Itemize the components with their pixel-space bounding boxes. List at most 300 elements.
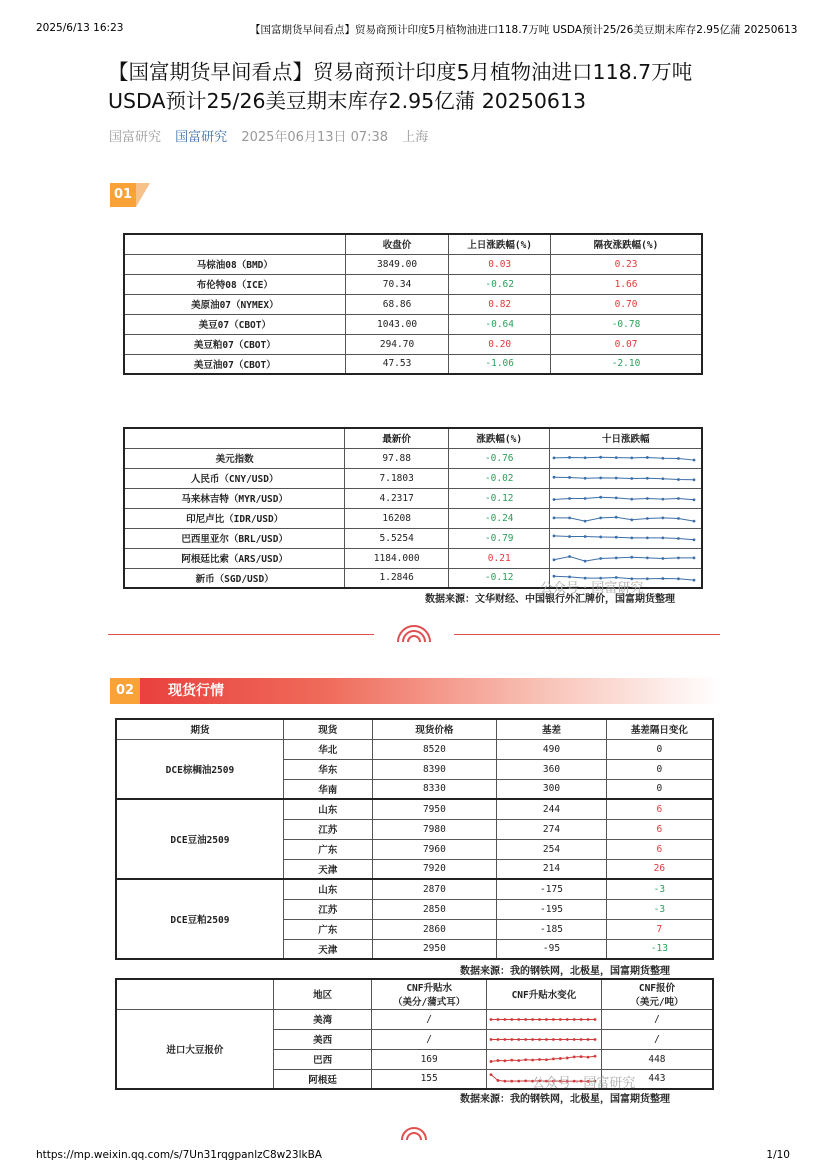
fx-sparkline-point — [693, 579, 696, 582]
spot-basis-change: -3 — [606, 899, 713, 919]
import-sparkline-point — [490, 1038, 493, 1041]
import-header-blank — [116, 979, 273, 1009]
import-sparkline-cell — [486, 1049, 601, 1069]
import-region: 巴西 — [273, 1049, 372, 1069]
spot-header-price: 现货价格 — [372, 719, 497, 739]
import-sparkline — [487, 1051, 599, 1068]
fx-row — [124, 548, 702, 568]
print-page-number: 1/10 — [766, 1149, 790, 1161]
spot-basis: 244 — [497, 799, 607, 819]
import-sparkline-point — [559, 1057, 562, 1060]
section-divider — [108, 634, 720, 658]
spot-region: 江苏 — [283, 899, 372, 919]
futures-name: 美豆07（CBOT） — [124, 314, 345, 334]
spot-row — [116, 799, 713, 819]
fx-sparkline-line — [554, 517, 694, 521]
fx-sparkline-point — [693, 478, 696, 481]
fx-price: 1184.000 — [345, 548, 449, 568]
fx-sparkline-point — [600, 557, 603, 560]
fx-sparkline-point — [569, 476, 572, 479]
futures-name: 马棕油08（BMD） — [124, 254, 345, 274]
spot-header-change: 基差隔日变化 — [606, 719, 713, 739]
import-sparkline-point — [594, 1054, 597, 1057]
spot-region: 广东 — [283, 839, 372, 859]
futures-header-close: 收盘价 — [345, 234, 449, 254]
futures-prev-change: -0.64 — [449, 314, 551, 334]
spot-region: 天津 — [283, 939, 372, 959]
fx-sparkline-point — [693, 519, 696, 522]
futures-name: 布伦特08（ICE） — [124, 274, 345, 294]
fx-name: 阿根廷比索（ARS/USD） — [124, 548, 345, 568]
import-price: 448 — [601, 1049, 713, 1069]
spot-region: 华北 — [283, 739, 372, 759]
futures-night-change: 0.70 — [551, 294, 702, 314]
import-sparkline-point — [531, 1038, 534, 1041]
print-url[interactable]: https://mp.weixin.qq.com/s/7Un31rqgpanlzC8w23lkBA — [36, 1149, 322, 1161]
fx-sparkline-point — [615, 476, 618, 479]
fx-header-name — [124, 428, 345, 448]
fx-sparkline-point — [646, 497, 649, 500]
fx-change: -0.24 — [448, 508, 550, 528]
futures-night-change: 0.23 — [551, 254, 702, 274]
import-sparkline-point — [545, 1058, 548, 1061]
futures-close: 68.86 — [345, 294, 449, 314]
spot-basis-change: -13 — [606, 939, 713, 959]
import-sparkline-point — [517, 1080, 520, 1083]
fx-sparkline-line — [554, 535, 694, 539]
meta-source: 国富研究 — [109, 130, 162, 145]
spot-header-basis: 基差 — [497, 719, 607, 739]
import-sparkline-cell — [486, 1009, 601, 1029]
print-datetime: 2025/6/13 16:23 — [36, 22, 124, 34]
fx-sparkline-point — [693, 556, 696, 559]
fx-sparkline-point — [646, 456, 649, 459]
fx-sparkline-point — [662, 516, 665, 519]
fx-sparkline-point — [584, 497, 587, 500]
spot-region: 华东 — [283, 759, 372, 779]
spot-basis-change: 0 — [606, 759, 713, 779]
divider-line-right — [454, 634, 720, 635]
fx-sparkline-point — [631, 518, 634, 521]
import-sparkline-point — [580, 1055, 583, 1058]
fx-change: 0.21 — [448, 548, 550, 568]
fx-sparkline-point — [678, 537, 681, 540]
import-sparkline-point — [490, 1073, 493, 1076]
import-sparkline-point — [538, 1038, 541, 1041]
import-sparkline-point — [503, 1038, 506, 1041]
fx-sparkline-point — [678, 478, 681, 481]
futures-prev-change: 0.82 — [449, 294, 551, 314]
section-2-number: 02 — [110, 678, 140, 704]
futures-header-night: 隔夜涨跌幅(%) — [551, 234, 702, 254]
cloud-ornament-bottom-icon — [400, 1120, 428, 1140]
futures-row — [124, 274, 702, 294]
article-title — [108, 58, 728, 116]
fx-sparkline-point — [662, 536, 665, 539]
spot-price: 7920 — [372, 859, 497, 879]
import-sparkline-point — [580, 1018, 583, 1021]
meta-date: 2025年06月13日 07:38 — [241, 130, 389, 145]
import-sparkline-point — [517, 1038, 520, 1041]
fx-price: 97.88 — [345, 448, 449, 468]
import-sparkline-point — [559, 1038, 562, 1041]
futures-close: 47.53 — [345, 354, 449, 374]
futures-night-change: -2.10 — [551, 354, 702, 374]
fx-sparkline — [550, 530, 698, 547]
fx-sparkline-point — [662, 497, 665, 500]
spot-price: 8330 — [372, 779, 497, 799]
futures-header-prev: 上日涨跌幅(%) — [449, 234, 551, 254]
spot-price: 7960 — [372, 839, 497, 859]
import-price: / — [601, 1009, 713, 1029]
spot-future-name: DCE豆油2509 — [116, 799, 283, 879]
spot-basis: -195 — [497, 899, 607, 919]
fx-sparkline-point — [631, 497, 634, 500]
import-sparkline-point — [510, 1058, 513, 1061]
fx-sparkline-point — [646, 578, 649, 581]
import-region: 阿根廷 — [273, 1069, 372, 1089]
fx-sparkline-point — [678, 556, 681, 559]
print-title: 【国富期货早间看点】贸易商预计印度5月植物油进口118.7万吨 USDA预计25/26美豆期末库存2.95亿蒲 20250613 — [250, 24, 798, 36]
fx-sparkline-point — [569, 535, 572, 538]
fx-sparkline-point — [615, 515, 618, 518]
futures-name: 美豆粕07（CBOT） — [124, 334, 345, 354]
spot-region: 华南 — [283, 779, 372, 799]
spot-basis: -185 — [497, 919, 607, 939]
futures-row — [124, 254, 702, 274]
futures-close: 70.34 — [345, 274, 449, 294]
fx-sparkline-point — [662, 557, 665, 560]
spot-price: 7950 — [372, 799, 497, 819]
fx-sparkline-point — [600, 495, 603, 498]
divider-line-left — [108, 634, 374, 635]
fx-sparkline — [550, 490, 698, 507]
fx-sparkline-point — [662, 577, 665, 580]
import-sparkline-point — [545, 1038, 548, 1041]
spot-header-region: 现货 — [283, 719, 372, 739]
import-sparkline-point — [559, 1018, 562, 1021]
fx-sparkline-point — [553, 558, 556, 561]
import-header-cnf-line2: （美分/蒲式耳） — [393, 997, 466, 1009]
fx-sparkline-point — [662, 456, 665, 459]
fx-row — [124, 448, 702, 468]
fx-price: 7.1803 — [345, 468, 449, 488]
fx-sparkline-point — [584, 519, 587, 522]
import-cnf: / — [372, 1009, 487, 1029]
fx-sparkline-point — [631, 555, 634, 558]
fx-change: -0.12 — [448, 488, 550, 508]
fx-sparkline-point — [615, 556, 618, 559]
import-sparkline-point — [524, 1058, 527, 1061]
import-sparkline-point — [510, 1018, 513, 1021]
import-sparkline-point — [503, 1059, 506, 1062]
import-sparkline-point — [531, 1058, 534, 1061]
import-sparkline-point — [573, 1038, 576, 1041]
fx-sparkline-point — [631, 477, 634, 480]
fx-sparkline-point — [584, 535, 587, 538]
fx-source-note: 数据来源：文华财经、中国银行外汇牌价，国富期货整理 — [425, 594, 675, 605]
import-region: 美西 — [273, 1029, 372, 1049]
spot-row — [116, 739, 713, 759]
spot-region: 山东 — [283, 879, 372, 899]
futures-prev-change: 0.03 — [449, 254, 551, 274]
fx-row — [124, 468, 702, 488]
fx-change: -0.02 — [448, 468, 550, 488]
import-header-cnf — [372, 979, 487, 1009]
import-sparkline-point — [587, 1055, 590, 1058]
spot-price: 2950 — [372, 939, 497, 959]
fx-sparkline — [550, 510, 698, 527]
import-sparkline-point — [496, 1079, 499, 1082]
fx-sparkline-point — [600, 455, 603, 458]
import-sparkline-point — [524, 1038, 527, 1041]
import-header-row — [116, 979, 713, 1009]
import-sparkline-point — [566, 1056, 569, 1059]
fx-name: 巴西里亚尔（BRL/USD） — [124, 528, 345, 548]
spot-region: 江苏 — [283, 819, 372, 839]
spot-price: 2870 — [372, 879, 497, 899]
fx-sparkline — [550, 550, 698, 567]
import-sparkline-point — [538, 1018, 541, 1021]
import-price: 443 — [601, 1069, 713, 1089]
import-sparkline-point — [510, 1080, 513, 1083]
fx-sparkline-point — [615, 496, 618, 499]
spot-basis-change: 0 — [606, 739, 713, 759]
import-header-region: 地区 — [273, 979, 372, 1009]
futures-close: 3849.00 — [345, 254, 449, 274]
fx-sparkline-point — [662, 477, 665, 480]
spot-future-name: DCE豆粕2509 — [116, 879, 283, 959]
import-header-cnf-line1: CNF升贴水 — [406, 983, 452, 995]
spot-source-note: 数据来源：我的钢铁网，北极星，国富期货整理 — [460, 966, 670, 977]
import-sparkline-point — [566, 1018, 569, 1021]
spot-price: 7980 — [372, 819, 497, 839]
spot-price: 8390 — [372, 759, 497, 779]
import-header-price — [601, 979, 713, 1009]
fx-table — [123, 427, 703, 589]
meta-location: 上海 — [402, 130, 429, 145]
import-header-price-line1: CNF报价 — [638, 983, 676, 995]
section-1-tail — [136, 183, 150, 207]
import-sparkline-point — [517, 1059, 520, 1062]
import-sparkline-point — [573, 1018, 576, 1021]
spot-region: 山东 — [283, 799, 372, 819]
import-sparkline-point — [552, 1057, 555, 1060]
spot-price: 2850 — [372, 899, 497, 919]
spot-region: 天津 — [283, 859, 372, 879]
import-source-note: 数据来源：我的钢铁网，北极星，国富期货整理 — [460, 1094, 670, 1105]
import-region: 美湾 — [273, 1009, 372, 1029]
fx-sparkline-point — [569, 497, 572, 500]
import-sparkline-point — [594, 1038, 597, 1041]
futures-prev-change: 0.20 — [449, 334, 551, 354]
import-sparkline-point — [545, 1018, 548, 1021]
fx-sparkline — [550, 450, 698, 467]
spot-region: 广东 — [283, 919, 372, 939]
fx-sparkline-point — [693, 538, 696, 541]
fx-sparkline-point — [615, 535, 618, 538]
watermark-2: 公众号 · 国富研究 — [532, 1076, 636, 1091]
futures-close: 294.70 — [345, 334, 449, 354]
import-sparkline-point — [594, 1018, 597, 1021]
fx-sparkline-point — [600, 476, 603, 479]
futures-night-change: -0.78 — [551, 314, 702, 334]
import-sparkline-point — [496, 1059, 499, 1062]
import-sparkline-point — [510, 1038, 513, 1041]
section-2-title: 现货行情 — [168, 683, 224, 699]
import-sparkline-point — [503, 1018, 506, 1021]
futures-close: 1043.00 — [345, 314, 449, 334]
spot-basis-change: 7 — [606, 919, 713, 939]
fx-row — [124, 528, 702, 548]
import-sparkline-point — [552, 1038, 555, 1041]
import-sparkline-point — [531, 1018, 534, 1021]
fx-sparkline-point — [678, 517, 681, 520]
fx-change: -0.12 — [448, 568, 550, 588]
cloud-ornament-icon — [396, 620, 432, 644]
section-2-header — [110, 678, 720, 704]
fx-price: 4.2317 — [345, 488, 449, 508]
fx-header-price: 最新价 — [345, 428, 449, 448]
fx-header-chg: 涨跌幅(%) — [448, 428, 550, 448]
fx-row — [124, 508, 702, 528]
fx-sparkline-point — [678, 457, 681, 460]
fx-sparkline-point — [678, 497, 681, 500]
fx-sparkline-point — [615, 456, 618, 459]
import-sparkline-point — [573, 1055, 576, 1058]
spot-table — [115, 718, 714, 960]
fx-sparkline-point — [553, 475, 556, 478]
fx-sparkline-point — [678, 578, 681, 581]
import-sparkline-cell — [486, 1029, 601, 1049]
import-cnf: / — [372, 1029, 487, 1049]
fx-sparkline-point — [693, 498, 696, 501]
fx-price: 16208 — [345, 508, 449, 528]
import-row — [116, 1009, 713, 1029]
fx-sparkline-point — [569, 456, 572, 459]
futures-prev-change: -0.62 — [449, 274, 551, 294]
futures-table — [123, 233, 703, 375]
fx-sparkline-cell — [550, 508, 702, 528]
fx-sparkline-point — [646, 476, 649, 479]
spot-basis: 490 — [497, 739, 607, 759]
fx-name: 新币（SGD/USD） — [124, 568, 345, 588]
spot-basis-change: 6 — [606, 839, 713, 859]
import-cnf: 155 — [372, 1069, 487, 1089]
meta-account-link[interactable]: 国富研究 — [175, 130, 228, 145]
fx-name: 印尼卢比（IDR/USD） — [124, 508, 345, 528]
fx-sparkline-cell — [550, 448, 702, 468]
spot-basis: 360 — [497, 759, 607, 779]
fx-name: 马来林吉特（MYR/USD） — [124, 488, 345, 508]
import-sparkline-point — [587, 1018, 590, 1021]
spot-basis-change: 6 — [606, 799, 713, 819]
fx-price: 5.5254 — [345, 528, 449, 548]
fx-sparkline-point — [553, 534, 556, 537]
article-title-line1: 【国富期货早间看点】贸易商预计印度5月植物油进口118.7万吨 — [108, 60, 693, 84]
import-header-price-line2: （美元/吨） — [630, 997, 684, 1009]
spot-basis: -175 — [497, 879, 607, 899]
import-sparkline-point — [490, 1060, 493, 1063]
fx-sparkline-line — [554, 497, 694, 500]
spot-header-future: 期货 — [116, 719, 283, 739]
spot-basis-change: 0 — [606, 779, 713, 799]
import-header-chg: CNF升贴水变化 — [486, 979, 601, 1009]
spot-header-row — [116, 719, 713, 739]
fx-sparkline-point — [646, 556, 649, 559]
futures-night-change: 0.07 — [551, 334, 702, 354]
import-sparkline-point — [517, 1018, 520, 1021]
fx-sparkline-cell — [550, 548, 702, 568]
section-1-number: 01 — [110, 183, 136, 207]
spot-basis-change: 26 — [606, 859, 713, 879]
import-sparkline-point — [496, 1038, 499, 1041]
fx-sparkline-point — [569, 516, 572, 519]
fx-header-row — [124, 428, 702, 448]
fx-change: -0.76 — [448, 448, 550, 468]
spot-future-name: DCE棕榈油2509 — [116, 739, 283, 799]
import-sparkline-point — [496, 1018, 499, 1021]
article-meta — [109, 126, 438, 145]
fx-sparkline-point — [553, 516, 556, 519]
import-sparkline-point — [524, 1080, 527, 1083]
import-sparkline-point — [580, 1038, 583, 1041]
spot-price: 2860 — [372, 919, 497, 939]
futures-name: 美豆油07（CBOT） — [124, 354, 345, 374]
fx-sparkline-line — [554, 477, 694, 480]
fx-sparkline-line — [554, 556, 694, 561]
import-sparkline-point — [524, 1018, 527, 1021]
fx-sparkline-point — [584, 456, 587, 459]
article-title-line2: USDA预计25/26美豆期末库存2.95亿蒲 20250613 — [108, 89, 587, 113]
import-sparkline-point — [538, 1058, 541, 1061]
import-sparkline-point — [587, 1038, 590, 1041]
fx-sparkline-point — [584, 559, 587, 562]
fx-sparkline-cell — [550, 468, 702, 488]
spot-basis: 274 — [497, 819, 607, 839]
fx-sparkline-point — [569, 555, 572, 558]
fx-sparkline-point — [693, 458, 696, 461]
fx-name: 人民币（CNY/USD） — [124, 468, 345, 488]
futures-night-change: 1.66 — [551, 274, 702, 294]
spot-row — [116, 879, 713, 899]
fx-name: 美元指数 — [124, 448, 345, 468]
spot-basis: -95 — [497, 939, 607, 959]
futures-row — [124, 334, 702, 354]
import-sparkline — [487, 1011, 599, 1028]
fx-sparkline-point — [553, 498, 556, 501]
fx-sparkline-point — [584, 476, 587, 479]
import-sparkline-point — [552, 1018, 555, 1021]
fx-sparkline-point — [646, 536, 649, 539]
fx-price: 1.2846 — [345, 568, 449, 588]
spot-basis: 214 — [497, 859, 607, 879]
fx-sparkline-point — [553, 456, 556, 459]
fx-sparkline — [550, 470, 698, 487]
fx-sparkline-cell — [550, 488, 702, 508]
spot-basis: 254 — [497, 839, 607, 859]
futures-row — [124, 354, 702, 374]
spot-price: 8520 — [372, 739, 497, 759]
futures-row — [124, 294, 702, 314]
import-sparkline-line — [491, 1056, 595, 1061]
futures-name: 美原油07（NYMEX） — [124, 294, 345, 314]
fx-sparkline-line — [554, 457, 694, 460]
fx-sparkline-point — [631, 456, 634, 459]
import-sparkline-point — [566, 1038, 569, 1041]
fx-header-spark: 十日涨跌幅 — [550, 428, 702, 448]
fx-change: -0.79 — [448, 528, 550, 548]
